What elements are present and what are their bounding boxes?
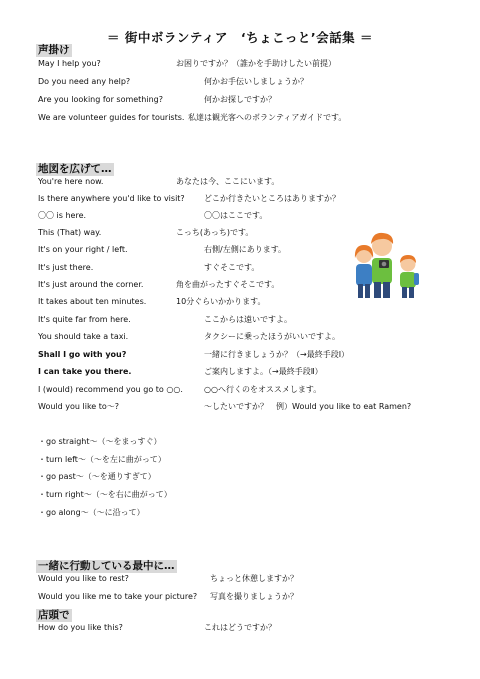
phrase-ja: 〇〇はここです。 [204,211,268,220]
phrase-en: How do you like this? [38,623,123,632]
phrase-ja: ○○へ行くのをオススメします。 [204,385,322,394]
direction-bullet: ・go along～（～に沿って） [38,508,145,517]
phrase-en: Would you like me to take your picture? [38,592,198,601]
phrase-en: It's on your right / left. [38,245,128,254]
family-tourists-illustration [352,228,426,300]
phrase-en: Shall I go with you? [38,350,127,359]
phrase-ja: ～したいですか？ 例）Would you like to eat Ramen? [204,402,412,411]
section-heading-map: 地図を広げて… [38,163,112,175]
phrase-ja: 何かお手伝いしましょうか？ [204,77,308,86]
phrase-ja: 写真を撮りましょうか？ [210,592,298,601]
phrase-en: I (would) recommend you go to ○○. [38,385,183,394]
phrase-en: May I help you? [38,59,101,68]
phrase-ja: これはどうですか？ [204,623,276,632]
direction-bullet: ・turn right～（～を右に曲がって） [38,490,172,499]
phrase-ja: こっち(あっち)です。 [176,228,254,237]
phrase-en: It's quite far from here. [38,315,131,324]
page-title: ＝ 街中ボランティア ‘ちょこっと’会話集 ＝ [107,30,373,45]
phrase-ja: どこか行きたいところはありますか？ [204,194,340,203]
section-heading-greeting: 声掛け [38,44,70,56]
phrase-ja: すぐそこです。 [204,263,260,272]
section-heading-together: 一緒に行動している最中に… [38,560,175,572]
phrase-en: Would you like to～? [38,402,120,411]
phrase-en: 〇〇 is here. [38,211,87,220]
phrase-en: We are volunteer guides for tourists. [38,113,185,122]
phrase-ja: 私達は観光客へのボランティアガイドです。 [188,113,347,122]
phrase-en: Would you like to rest? [38,574,129,583]
direction-bullet: ・go straight～（～をまっすぐ） [38,437,162,446]
phrase-ja: 角を曲がったすぐそこです。 [176,280,280,289]
phrase-en: You should take a taxi. [38,332,129,341]
phrase-ja: 右側/左側にあります。 [204,245,287,254]
phrase-en: This (That) way. [38,228,102,237]
phrase-ja: お困りですか？（誰かを手助けしたい前提） [176,59,336,68]
phrase-en: It's just there. [38,263,94,272]
phrase-en: I can take you there. [38,367,132,376]
phrase-en: Are you looking for something? [38,95,163,104]
phrase-en: It takes about ten minutes. [38,297,147,306]
phrase-ja: ご案内しますよ。（→最終手段Ⅱ） [204,367,323,376]
phrase-ja: 一緒に行きましょうか？（→最終手段Ⅰ） [204,350,350,359]
phrase-ja: タクシーに乗ったほうがいいですよ。 [204,332,340,341]
phrase-ja: ちょっと休憩しますか？ [210,574,298,583]
phrase-en: Is there anywhere you'd like to visit? [38,194,185,203]
phrase-ja: 10分ぐらいかかります。 [176,297,266,306]
direction-bullet: ・turn left～（～を左に曲がって） [38,455,166,464]
phrase-ja: 何かお探しですか？ [204,95,276,104]
direction-bullet: ・go past～（～を通りすぎて） [38,472,156,481]
phrase-ja: ここからは遠いですよ。 [204,315,292,324]
section-heading-store: 店頭で [38,609,70,621]
phrase-en: Do you need any help? [38,77,131,86]
phrase-ja: あなたは今、ここにいます。 [176,177,280,186]
phrase-en: You're here now. [38,177,104,186]
phrase-en: It's just around the corner. [38,280,144,289]
